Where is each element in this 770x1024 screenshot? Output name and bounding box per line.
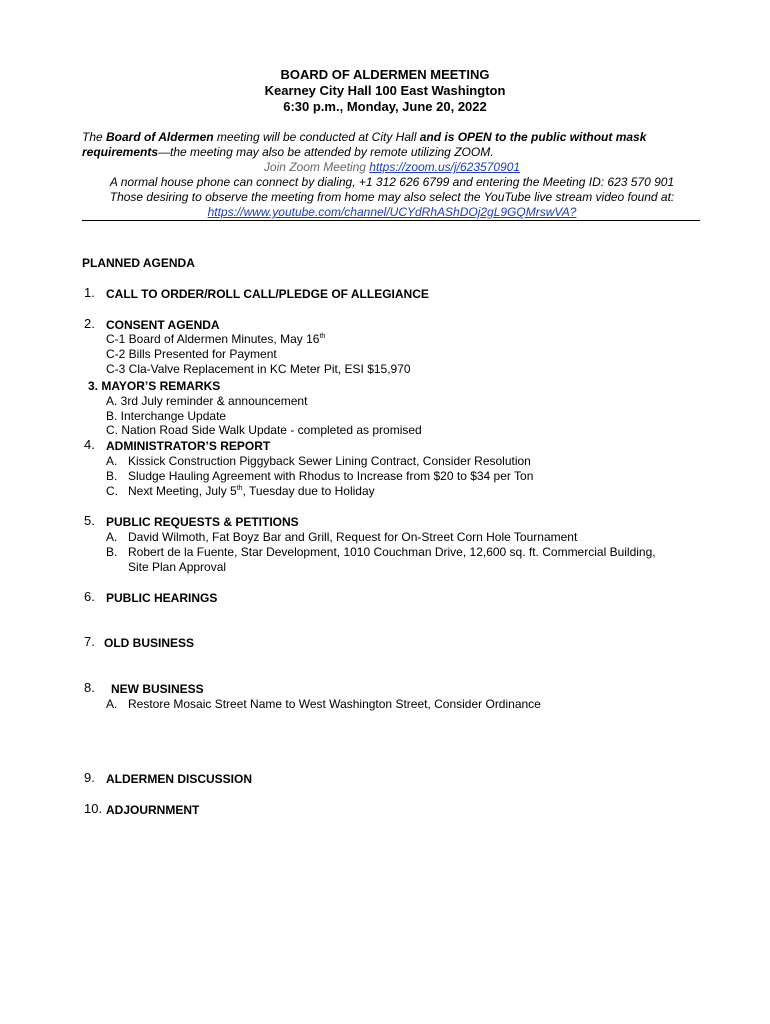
consent-item-2: C-2 Bills Presented for Payment bbox=[106, 347, 277, 361]
admin-item-b: Sludge Hauling Agreement with Rhodus to Increase from $20 to $34 per Ton bbox=[128, 469, 534, 483]
admin-item-c: Next Meeting, July 5th, Tuesday due to Holiday bbox=[128, 484, 375, 498]
intro-line-2: requirements—the meeting may also be attended by remote utilizing ZOOM. bbox=[82, 145, 494, 159]
youtube-link[interactable]: https://www.youtube.com/channel/UCYdRhAShDOj2gL9GQMrswVA? bbox=[207, 205, 577, 219]
petition-item-b-line-1: Robert de la Fuente, Star Development, 1010 Couchman Drive, 12,600 sq. ft. Commercial Building, bbox=[128, 545, 656, 559]
petition-item-a-letter: A. bbox=[106, 530, 118, 544]
meeting-location: Kearney City Hall 100 East Washington bbox=[264, 83, 506, 98]
agenda-title: PLANNED AGENDA bbox=[82, 256, 195, 270]
meeting-title: BOARD OF ALDERMEN MEETING bbox=[280, 67, 490, 82]
new-business-item-a-letter: A. bbox=[106, 697, 118, 711]
meeting-datetime: 6:30 p.m., Monday, June 20, 2022 bbox=[283, 99, 487, 114]
mayor-item-c: C. Nation Road Side Walk Update - completed as promised bbox=[106, 423, 422, 437]
phone-line: A normal house phone can connect by dialing, +1 312 626 6799 and entering the Meeting ID: 623 570 901 bbox=[109, 175, 675, 189]
item-heading-6: PUBLIC HEARINGS bbox=[106, 591, 218, 605]
item-heading-10: ADJOURNMENT bbox=[106, 803, 200, 817]
petition-item-a: David Wilmoth, Fat Boyz Bar and Grill, Request for On-Street Corn Hole Tournament bbox=[128, 530, 578, 544]
divider bbox=[82, 220, 700, 221]
admin-item-a-letter: A. bbox=[106, 454, 118, 468]
petition-item-b-line-2: Site Plan Approval bbox=[128, 560, 227, 574]
item-heading-1: CALL TO ORDER/ROLL CALL/PLEDGE OF ALLEGIANCE bbox=[106, 287, 429, 301]
youtube-line: Those desiring to observe the meeting from home may also select the YouTube live stream video found at: bbox=[109, 190, 675, 204]
zoom-line: Join Zoom Meeting https://zoom.us/j/623570901 bbox=[263, 160, 521, 174]
youtube-url-line bbox=[82, 205, 702, 220]
item-heading-3: 3. MAYOR’S REMARKS bbox=[88, 379, 221, 393]
item-heading-2: CONSENT AGENDA bbox=[106, 318, 220, 332]
mayor-item-a: A. 3rd July reminder & announcement bbox=[106, 394, 308, 408]
item-heading-8: NEW BUSINESS bbox=[111, 682, 204, 696]
item-number-7: 7. bbox=[84, 634, 95, 649]
item-number-2: 2. bbox=[84, 316, 95, 331]
intro-paragraph bbox=[82, 130, 702, 220]
item-number-4: 4. bbox=[84, 437, 95, 452]
admin-item-b-letter: B. bbox=[106, 469, 118, 483]
admin-item-a: Kissick Construction Piggyback Sewer Lining Contract, Consider Resolution bbox=[128, 454, 531, 468]
item-number-8: 8. bbox=[84, 680, 95, 695]
item-heading-5: PUBLIC REQUESTS & PETITIONS bbox=[106, 515, 299, 529]
mayor-item-b: B. Interchange Update bbox=[106, 409, 227, 423]
admin-item-c-letter: C. bbox=[106, 484, 118, 498]
item-heading-7: OLD BUSINESS bbox=[104, 636, 195, 650]
item-number-9: 9. bbox=[84, 770, 95, 785]
item-number-6: 6. bbox=[84, 589, 95, 604]
zoom-link[interactable]: https://zoom.us/j/623570901 bbox=[369, 160, 521, 174]
item-number-1: 1. bbox=[84, 285, 95, 300]
item-heading-4: ADMINISTRATOR’S REPORT bbox=[106, 439, 271, 453]
item-number-5: 5. bbox=[84, 513, 95, 528]
petition-item-b-letter: B. bbox=[106, 545, 118, 559]
consent-item-3: C-3 Cla-Valve Replacement in KC Meter Pit, ESI $15,970 bbox=[106, 362, 411, 376]
consent-item-1: C-1 Board of Aldermen Minutes, May 16th bbox=[106, 332, 326, 346]
intro-line-1: The Board of Aldermen meeting will be conducted at City Hall and is OPEN to the public without mask bbox=[82, 130, 647, 144]
item-number-10: 10. bbox=[84, 801, 103, 816]
item-heading-9: ALDERMEN DISCUSSION bbox=[106, 772, 253, 786]
new-business-item-a: Restore Mosaic Street Name to West Washington Street, Consider Ordinance bbox=[128, 697, 541, 711]
